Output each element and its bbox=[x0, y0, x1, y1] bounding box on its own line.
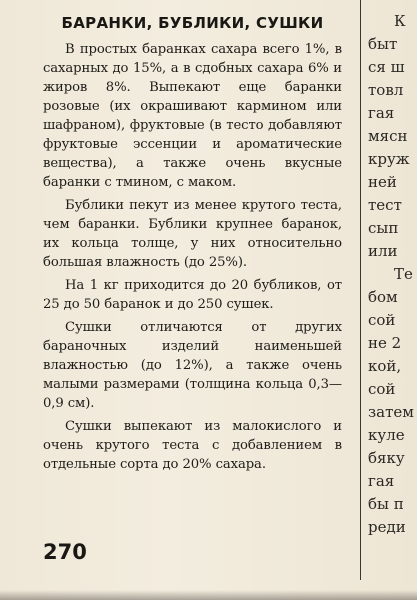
fragment-line: гая bbox=[368, 104, 395, 122]
fragment-line: К bbox=[394, 12, 406, 30]
fragment-line: бом bbox=[368, 288, 398, 306]
paragraph: На 1 кг приходится до 20 бубликов, от 25 до 50 баранок и до 250 сушек. bbox=[43, 278, 342, 312]
fragment-line: гая bbox=[368, 472, 395, 490]
fragment-line: ся ш bbox=[368, 58, 405, 76]
fragment-line: ней bbox=[368, 173, 397, 191]
section-title: БАРАНКИ, БУБЛИКИ, СУШКИ bbox=[61, 14, 324, 32]
fragment-line: сой bbox=[368, 311, 396, 329]
paragraph: В простых баранках сахара всего 1%, в сахарных до 15%, а в сдобных сахара 6% и жиров 8%. Выпекают еще баранки розовые (их окрашивают кармином или шафраном), фруктовые (в тесто добавляют фруктовые эссенции и ароматические вещества), а также очень вкусные баранки с тмином, с маком. bbox=[43, 42, 342, 190]
fragment-line: не 2 bbox=[368, 334, 402, 352]
paragraph: Сушки выпекают из малокислого и очень крутого теста с добавлением в отдельные сорта до 20% сахара. bbox=[43, 419, 342, 472]
fragment-line: реди bbox=[368, 518, 406, 536]
text-column bbox=[43, 10, 342, 478]
fragment-line: куле bbox=[368, 426, 405, 444]
fragment-line: затем bbox=[368, 403, 414, 421]
fragment-line: Те bbox=[394, 265, 413, 283]
fragment-line: бы п bbox=[368, 495, 404, 513]
fragment-line: сой bbox=[368, 380, 396, 398]
fragment-line: сып bbox=[368, 219, 399, 237]
paragraph: Сушки отличаются от других бараночных изделий наименьшей влажностью (до 12%), а также очень малыми размерами (толщина кольца 0,3—0,9 см). bbox=[43, 320, 342, 411]
column-divider bbox=[360, 0, 361, 580]
paragraph: Бублики пекут из менее крутого теста, чем баранки. Бублики крупнее баранок, их кольца толще, у них относительно большая влажность (до 25%). bbox=[43, 198, 342, 270]
fragment-line: или bbox=[368, 242, 398, 260]
fragment-line: тест bbox=[368, 196, 402, 214]
page-number: 270 bbox=[43, 540, 87, 564]
fragment-line: быт bbox=[368, 35, 398, 53]
next-page-fragment bbox=[368, 10, 417, 539]
fragment-line: бяку bbox=[368, 449, 405, 467]
fragment-line: мясн bbox=[368, 127, 408, 145]
page-edge-shadow bbox=[0, 590, 417, 600]
fragment-line: товл bbox=[368, 81, 404, 99]
fragment-line: круж bbox=[368, 150, 410, 168]
fragment-line: кой, bbox=[368, 357, 402, 375]
